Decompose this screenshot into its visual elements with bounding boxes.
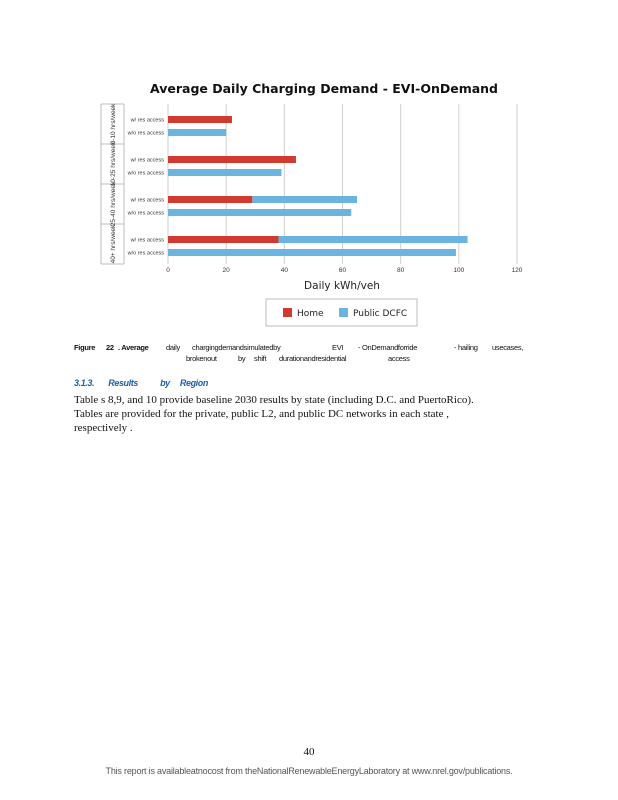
- legend-swatch: [283, 308, 292, 317]
- caption-word: - hailing: [454, 343, 478, 352]
- category-label: w/ res access: [130, 117, 164, 124]
- caption-word: shift: [254, 354, 267, 363]
- caption-word: daily: [166, 343, 180, 352]
- x-axis-label: Daily kWh/veh: [304, 280, 380, 292]
- category-label: w/o res access: [127, 130, 164, 137]
- body-paragraph: [74, 393, 514, 435]
- caption-word: by: [238, 354, 246, 363]
- x-tick-label: 80: [397, 267, 405, 274]
- body-line: Tables are provided for the private, public L2, and public DC networks in each state ,: [74, 408, 449, 420]
- chart-title: Average Daily Charging Demand - EVI-OnDemand: [150, 81, 499, 96]
- caption-word: 22: [106, 343, 114, 352]
- legend-swatch: [339, 308, 348, 317]
- category-label: w/o res access: [127, 210, 164, 217]
- caption-word: usecases,: [492, 343, 524, 352]
- bar-home: [168, 156, 296, 163]
- bar-home: [168, 196, 252, 203]
- section-word: by: [160, 378, 170, 388]
- category-label: w/o res access: [127, 250, 164, 257]
- section-word: Results: [108, 378, 138, 388]
- caption-word: EVI: [332, 343, 344, 352]
- bar-public-dcfc: [168, 249, 456, 256]
- group-label: 40+ hrs/week: [110, 224, 117, 264]
- body-line: respectively .: [74, 422, 133, 434]
- caption-word: durationandresidential: [279, 354, 347, 363]
- bar-home: [168, 116, 232, 123]
- bar-public-dcfc: [252, 196, 357, 203]
- x-tick-label: 100: [453, 267, 465, 274]
- group-label: 25-40 hrs/week: [110, 181, 117, 227]
- caption-word: chargingdemandsimulatedby: [192, 343, 281, 352]
- category-label: w/ res access: [130, 197, 164, 204]
- x-tick-label: 40: [280, 267, 288, 274]
- bar-chart: [0, 0, 618, 340]
- category-label: w/ res access: [130, 157, 164, 164]
- x-tick-label: 20: [222, 267, 230, 274]
- legend-label: Home: [297, 309, 324, 319]
- group-label: 0-10 hrs/week: [110, 103, 117, 145]
- caption-word: brokenout: [186, 354, 217, 363]
- caption-word: access: [388, 354, 410, 363]
- bar-home: [168, 236, 279, 243]
- caption-word: - OnDemandforride: [358, 343, 418, 352]
- caption-word: Figure: [74, 343, 96, 352]
- bar-public-dcfc: [279, 236, 468, 243]
- category-label: w/o res access: [127, 170, 164, 177]
- page-footer: This report is availableatnocost from theNationalRenewableEnergyLaboratory at www.nrel.gov/publications.: [105, 766, 513, 776]
- x-tick-label: 0: [166, 267, 170, 274]
- section-number: 3.1.3.: [74, 378, 95, 388]
- category-label: w/ res access: [130, 237, 164, 244]
- group-label: 10-25 hrs/week: [110, 141, 117, 187]
- bar-public-dcfc: [168, 209, 351, 216]
- caption-word: . Average: [118, 343, 149, 352]
- body-line: Table s 8,9, and 10 provide baseline 2030 results by state (including D.C. and PuertoRico).: [74, 394, 474, 406]
- bar-public-dcfc: [168, 169, 281, 176]
- section-word: Region: [179, 378, 208, 388]
- x-tick-label: 60: [338, 267, 347, 274]
- section-heading: [74, 378, 208, 388]
- legend-label: Public DCFC: [353, 309, 408, 319]
- x-tick-label: 120: [511, 267, 523, 274]
- bar-public-dcfc: [168, 129, 226, 136]
- page-number: 40: [303, 746, 315, 758]
